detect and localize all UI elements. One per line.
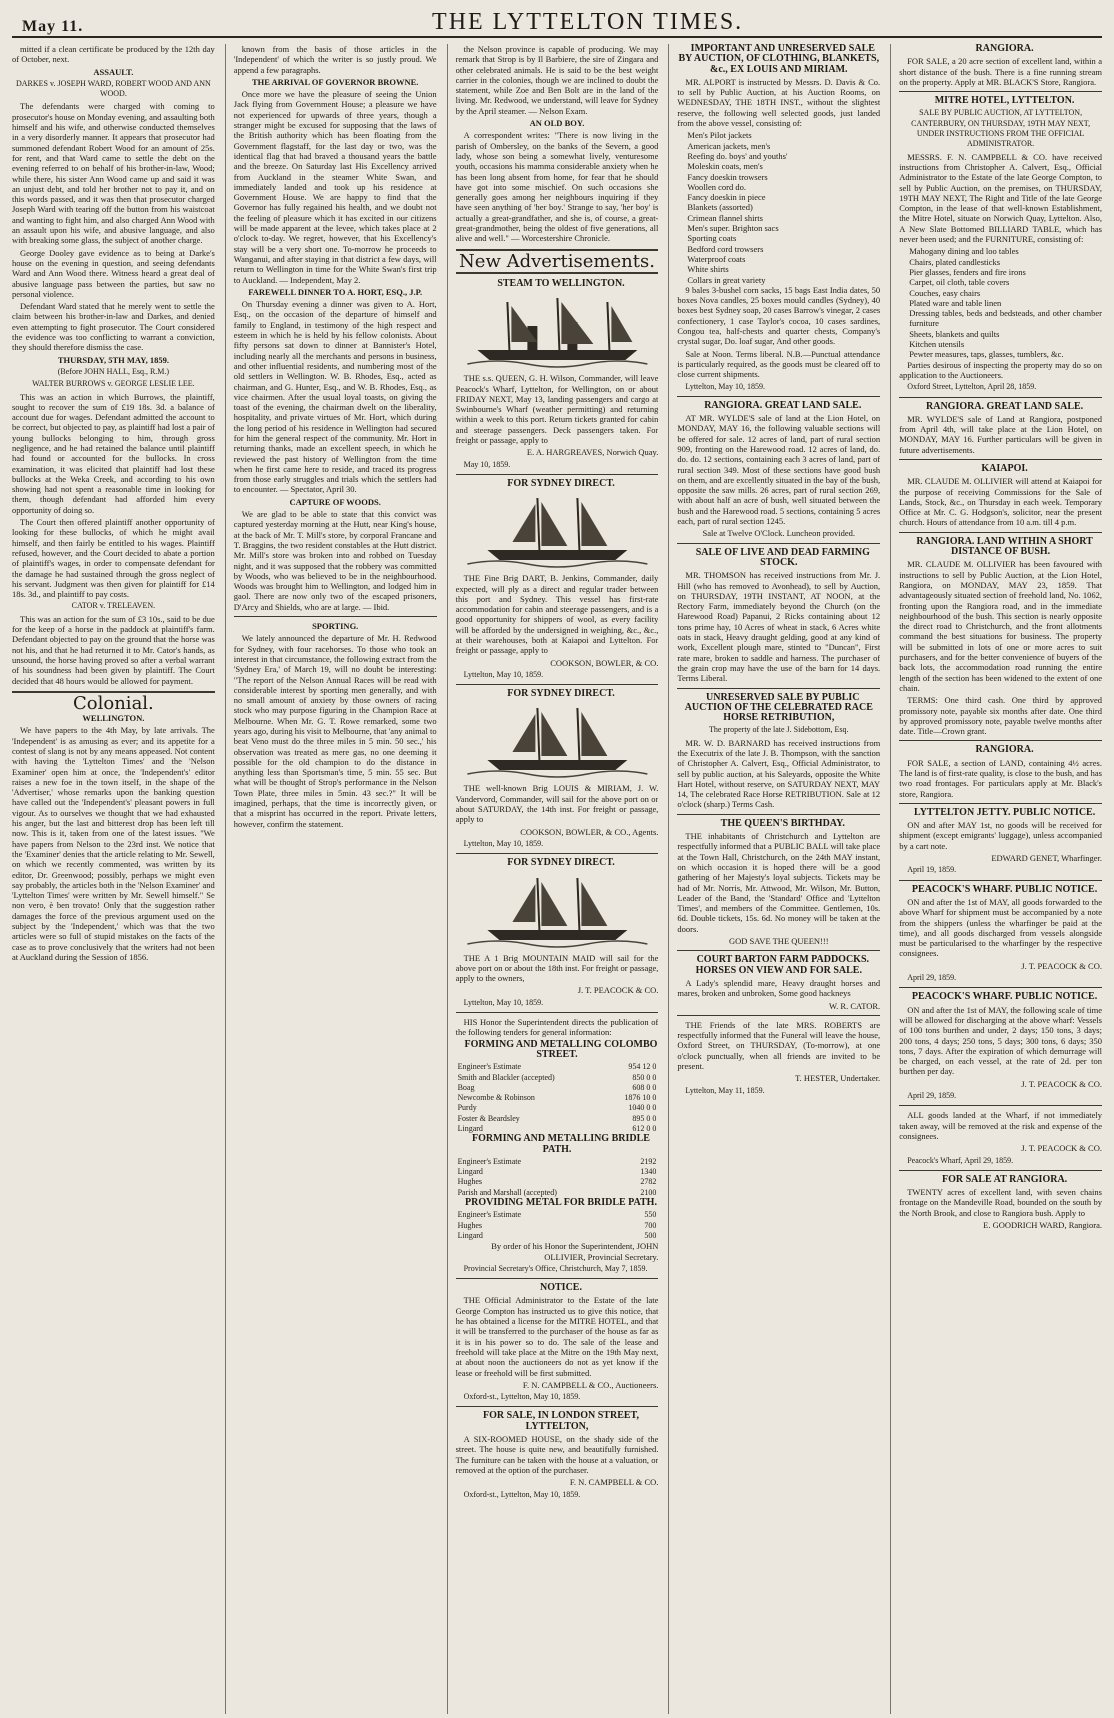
section-heading-new-advertisements: New Advertisements. <box>459 250 655 272</box>
paragraph: the Nelson province is capable of producing. We may remark that Strop is by Il Barbiere, the sire of Zingara and other celebrated animals. He is said to be the best weight carrier in the colonies, though we are inclined to doubt the statement, while Zoe and Ben Bolt are in the land of the living. Mr. Redwood, we understand, will leave for Sydney by the April steamer. — Nelson Exam. <box>455 44 659 116</box>
brig-illustration <box>456 492 659 570</box>
ad-signature: J. T. PEACOCK & CO. <box>1021 1143 1102 1154</box>
divider <box>456 684 659 685</box>
list-item: Fancy doeskin in piece <box>687 192 766 203</box>
list-item: Sporting coats <box>687 233 737 244</box>
tender-title: PROVIDING METAL FOR BRIDLE PATH. <box>465 1197 657 1209</box>
paragraph: THE s.s. QUEEN, G. H. Wilson, Commander, will leave Peacock's Wharf, Lyttelton, for Wellington, on or about FRIDAY NEXT, May 13, landing passengers and cargo at Swinbourne's Wharf (weather permitting) and returning within a week to this port. Return tickets granted for cabin and steerage passengers. Deck passengers taken. For freight or passage, apply to <box>455 373 659 446</box>
tender-row <box>456 1221 659 1231</box>
list-item: Plated ware and table linen <box>909 297 1002 308</box>
list-item: Bedford cord trowsers <box>687 243 764 254</box>
case-title: DARKES v. JOSEPH WARD, ROBERT WOOD AND ANN WOOD. <box>15 78 211 99</box>
tender-cell: Engineer's Estimate <box>457 1210 522 1220</box>
section-heading: SPORTING. <box>312 621 359 632</box>
ad-title: MITRE HOTEL, LYTTELTON. <box>934 95 1075 107</box>
tender-cell: 500 <box>644 1230 657 1240</box>
tender-cell: 1040 0 0 <box>628 1103 657 1113</box>
paragraph: THE Fine Brig DART, B. Jenkins, Commander, daily expected, will ply as a direct and regular trader between this port and Sydney. This vessel has first-rate accommodation for cabin and steerage passengers, and is a good opportunity for shippers of wool, as every facility will be afforded by the undersigned in weighing, &c., &c., at their warehouses, both at Kaiapoi and Lyttelton. For freight or passage, apply to <box>455 573 659 656</box>
paragraph: THE A 1 Brig MOUNTAIN MAID will sail for the above port on or about the 18th inst. For freight or passage, apply to the owners, <box>455 952 659 984</box>
list-item: Woollen cord do. <box>687 181 746 192</box>
ad-title: PEACOCK'S WHARF. PUBLIC NOTICE. <box>911 991 1098 1003</box>
paragraph: Once more we have the pleasure of seeing the Union Jack flying from Government House; a pleasure we have not experienced for upwards of three years, though a stranger might be excused for supposing that the laws of the British authority which has been floating from the Government flagstaff, for the last day or two, was the identical flag that had braved a thousand years the battle and the breeze. On Saturday last His Excellency arrived from Auckland in the steamer White Swan, and immediately landed and took up his residence at Government House. We are happy to find that the Governor has fully regained his health, and we doubt not the feeling of pleasure which it has excited in our citizens will be made apparent at the levee, which takes place at 2 o'clock to-day. We regret, however, that his Excellency's stay will be a very short one. To-morrow he proceeds to Wanganui, and after staying in that district a few days, will return to Wellington in time for the White Swan's first trip to Auckland. — Independent, May 2. <box>233 89 437 285</box>
list-item: Men's Pilot jackets <box>687 130 752 141</box>
divider <box>677 688 880 689</box>
paragraph: A Lady's splendid mare, Heavy draught horses and mares, broken and unbroken, Some good hackneys <box>677 977 881 999</box>
ad-title: STEAM TO WELLINGTON. <box>497 277 625 289</box>
ad-title: FOR SALE AT RANGIORA. <box>941 1173 1068 1185</box>
paragraph: A correspondent writes: "There is now living in the parish of Ombersley, on the banks of the Severn, a good lady, whose son being a somewhat lively, venturesome youth, occasions his mamma considerable anxiety when he has been long absent from home, for fear that he should have got into some mischief. On such occasions she generally goes among her neighbours inquiring if they have seen anything of 'her boy.' Strange to say, 'her boy' is actually a great-grandfather, and she is, of course, a great-great-grandmother, being the oldest of five generations, all alive and well." — Worcestershire Chronicle. <box>455 130 659 244</box>
list-item: Dressing tables, beds and bedsteads, and other chamber furniture <box>909 308 1102 329</box>
divider <box>899 740 1102 741</box>
newspaper-title: THE LYTTELTON TIMES. <box>432 9 744 35</box>
paragraph: We have papers to the 4th May, by late arrivals. The 'Independent' is as amusing as ever; and its appetite for a contest of slang is not by any means appeased. Not content with having the 'Lyttelton Times' and the 'Nelson Examiner' open him at once, the 'Independent's' editor raises a new foe in the town itself, in the shape of the 'Advertiser,' whose remarks upon the banking question have called out the 'Independent's' pleasant powers in full vigour. As to ourselves we thought that we had exhausted his anger, but the last and bitterest drop has been left till now. This is it, taken from one of the latest issues. "We have papers from Nelson to the 23rd inst. We notice that the 'Examiner' denies that the article relating to Mr. Sewell, on which we recently commented, was written by its editor, Dr. Greenwood; possibly, perhaps we might even say probably, the articles both in the 'Nelson Examiner' and 'Lyttelton Times' were written by Mr. Sewell himself." Se non vero, è ben trovato! Only that the suggestion rather damages the force of the previous argument used on the subject by the 'Independent,' which was that the two articles were so full of stupid mistakes on the facts of the case as to prove conclusively that the writers had not been at Auckland during the Session of 1856. <box>12 725 215 962</box>
ad-date: Lyttelton, May 10, 1859. <box>463 669 544 679</box>
ad-signature: J. T. PEACOCK & CO. <box>577 985 659 996</box>
tender-row <box>456 1210 659 1220</box>
tender-title: FORMING AND METALLING BRIDLE PATH. <box>472 1133 650 1155</box>
tender-row <box>456 1177 659 1187</box>
tender-row <box>456 1073 659 1083</box>
section-heading: ASSAULT. <box>93 66 134 77</box>
paragraph: A SIX-ROOMED HOUSE, on the shady side of the street. The house is quite new, and beautifully furnished. The furniture can be taken with the house at a valuation, or removed at the option of the purchaser. <box>455 1434 659 1475</box>
ad-date: Lyttelton, May 10, 1859. <box>685 381 765 391</box>
paragraph: MR. CLAUDE M. OLLIVIER has been favoured with instructions to sell by Public Auction, at the Lion Hotel, Rangiora, on MONDAY, MAY 23, 1859. That advantageously situated section of freehold land, No. 1062, fronting upon the Rangiora road, and in the immediate neighbourhood of the bush. This section is nearly opposite the direct road to Christchurch, and the front allotments command the best situations for business. The property will be submitted in lots of one or more acres to suit purchasers, and for the better convenience of buyers of the back lots, the accommodation road running the entire length of the section has been widened to the extent of one chain. <box>899 559 1102 693</box>
paragraph: mitted if a clean certificate be produced by the 12th day of October, next. <box>12 44 215 65</box>
list-item: Collars in great variety <box>687 274 766 285</box>
tender-row <box>456 1093 659 1103</box>
divider <box>899 91 1102 92</box>
column-4 <box>668 44 880 1714</box>
paragraph: 9 bales 3-bushel corn sacks, 15 bags East India dates, 50 boxes Nova candles, 25 boxes mould candles (Sydney), 40 boxes best Sydney soap, 20 cases Barrow's vinegar, 2 cases confectionery, 1 case Taylor's cocoa, 10 cases sardines, Congou tea, half-chests and quarter chests, Company's crystal sugar, Do. loaf sugar, And other goods. <box>677 284 881 347</box>
paragraph: On Thursday evening a dinner was given to A. Hort, Esq., on the occasion of the departure of himself and family to England, in testimony of the high respect and esteem in which he is held by his fellow colonists. About fifty persons sat down to dinner at Bannister's Hotel, including nearly all the merchants and persons in business, and other influential residents, and numbering most of the old settlers in Wellington. W. B. Rhodes, Esq., acted as chairman, and G. Hunter, Esq., and W. B. Rhodes, Esq., as vice chairmen. After the usual loyal toasts, on giving the toast of the evening, the chairman dwelt on the liberality, hospitality, and private virtues of Mr. Hort, which during the long period of his residence in Wellington had secured for him the general respect of the community. Mr. Hort in returning thanks, made an excellent speech, in which he reviewed the past history of Wellington from the time when he first came here to reside, and traced its progress from those early struggles and trials which the settlers had to encounter. — Spectator, April 30. <box>233 299 437 495</box>
tender-cell: Boag <box>457 1082 475 1092</box>
list-item: Reefing do. boys' and youths' <box>687 150 788 161</box>
ad-signature: F. N. CAMPBELL & CO., Auctioneers. <box>522 1379 659 1390</box>
divider <box>677 396 880 397</box>
ad-title: RANGIORA. LAND WITHIN A SHORT DISTANCE OF BUSH. <box>916 535 1093 558</box>
divider <box>677 1015 880 1016</box>
tender-cell: Foster & Beardsley <box>457 1113 520 1123</box>
tender-cell: 850 0 0 <box>632 1072 657 1082</box>
paragraph: THE Official Administrator to the Estate of the late George Compton has instructed us to give this notice, that he has obtained a license for the MITRE HOTEL, and that it will be transferred to the purchaser of the house as far as it is in his power so to do. The sale of the lease and freehold will take place at the Mitre on the 19th May next, at about noon the auctioneers do not as yet know if the lease or freehold will be first submitted. <box>455 1295 659 1378</box>
divider <box>899 532 1102 533</box>
paragraph: TWENTY acres of excellent land, with seven chains frontage on the Mandeville Road, bounded on the south by the North Brook, and close to Rangiora bush. Apply to <box>899 1187 1102 1218</box>
section-heading: THE ARRIVAL OF GOVERNOR BROWNE. <box>251 76 419 87</box>
ad-signature: EDWARD GENET, Wharfinger. <box>991 853 1102 864</box>
tender-row <box>456 1083 659 1093</box>
divider <box>456 1012 659 1013</box>
ad-signature: T. HESTER, Undertaker. <box>795 1073 881 1084</box>
ad-title: FOR SALE, IN LONDON STREET, LYTTELTON, <box>483 1410 639 1432</box>
column-5 <box>890 44 1102 1714</box>
ad-date: Lyttelton, May 10, 1859. <box>463 997 544 1007</box>
paragraph: ON and after the 1st of MAY, all goods forwarded to the above Wharf for shipment must be accompanied by a note from the shippers (unless the wharfinger be paid at the time), and all goods discharged from vessels alongside must be particularised to the wharfinger by the respective consignees. <box>899 896 1102 959</box>
tender-row <box>456 1114 659 1124</box>
paragraph: MR. WYLDE'S sale of Land at Rangiora, postponed from April 4th, will take place at the Lion Hotel, on MONDAY, MAY 16. Further particulars will be given in future advertisements. <box>899 413 1102 455</box>
paragraph: Parties desirous of inspecting the property may do so on application to the Auctioneers. <box>899 359 1102 380</box>
ad-title: RANGIORA. <box>975 44 1034 54</box>
ad-title: RANGIORA. GREAT LAND SALE. <box>704 399 862 411</box>
column-1 <box>12 44 215 1714</box>
divider <box>899 1170 1102 1171</box>
list-item: Couches, easy chairs <box>909 287 981 298</box>
paragraph: This was an action for the sum of £3 10s., said to be due for the keep of a horse in the paddock at plaintiff's farm. Defendant objected to pay on the ground that the horse was not his, and that he had returned it to Mr. Cator's hands, as unsound, the horse having proved so after a verbal warrant of his soundness had been given by plaintiff. The Court decided that 48 hours would be allowed for payment. <box>12 613 215 686</box>
paragraph: ON and after the 1st of MAY, the following scale of time will be allowed for discharging at the above wharf: Vessels of 100 tons burthen and under, 2 days; 150 tons, 3 days; 200 tons, 4 days; 250 tons, 5 days; 300 tons, 6 days; 350 tons, 7 days. After the expiration of which demurrage will be charged, on each vessel, at the rate of 2d. per ton burthen per day. <box>899 1004 1102 1077</box>
ad-date: Peacock's Wharf, April 29, 1859. <box>907 1155 1014 1165</box>
tender-cell: 2782 <box>640 1177 657 1187</box>
ad-signature: E. GOODRICH WARD, Rangiora. <box>983 1219 1102 1230</box>
tender-cell: Hughes <box>457 1220 483 1230</box>
ad-subtitle: The property of the late J. Sidebottom, Esq. <box>709 725 849 735</box>
ad-title: FOR SYDNEY DIRECT. <box>507 477 615 489</box>
furniture-list <box>909 246 1102 359</box>
paragraph: MR. ALPORT is instructed by Messrs. D. Davis & Co. to sell by Public Auction, at his Auction Rooms, on WEDNESDAY, THE 18TH INST., without the slightest reserve, the following well selected goods, just landed from the above vessel, consisting of: <box>677 76 881 129</box>
tender-table-metal <box>456 1210 659 1241</box>
tender-row <box>456 1231 659 1241</box>
paragraph: MR. W. D. BARNARD has received instructions from the Executrix of the late J. B. Thompson, with the sanction of Christopher A. Calvert, Esq., Official Administrator, to sell by public auction, at his Saleyards, opposite the White Hart Hotel, without reserve, on SATURDAY NEXT, MAY 14, The celebrated Race Horse RETRIBUTION. Sale at 12 o'clock (sharp.) Terms Cash. <box>677 737 881 810</box>
ad-title: SALE OF LIVE AND DEAD FARMING STOCK. <box>695 546 870 568</box>
ad-title: IMPORTANT AND UNRESERVED SALE BY AUCTION, OF CLOTHING, BLANKETS, &c., EX LOUIS AND MIRIAM. <box>678 44 880 75</box>
ad-title: PEACOCK'S WHARF. PUBLIC NOTICE. <box>911 883 1098 895</box>
ad-signature: By order of his Honor the Superintendent, JOHN OLLIVIER, Provincial Secretary. <box>491 1241 659 1262</box>
columns <box>12 44 1102 1714</box>
list-item: Men's super. Brighton sacs <box>687 223 779 234</box>
list-item: Blankets (assorted) <box>687 202 753 213</box>
section-heading-colonial: Colonial. <box>73 692 154 714</box>
case-title: CATOR v. TRELEAVEN. <box>71 601 156 611</box>
list-item: American jackets, men's <box>687 140 771 151</box>
paragraph: FOR SALE, a 20 acre section of excellent land, within a short distance of the bush. There is a fine running stream on the property. Apply at MR. BLACK'S Store, Rangiora. <box>899 56 1102 87</box>
steamship-illustration <box>456 292 659 370</box>
tender-row <box>456 1167 659 1177</box>
ad-signature: E. A. HARGREAVES, Norwich Quay. <box>526 447 659 458</box>
goods-list <box>687 130 880 284</box>
paragraph: THE Friends of the late MRS. ROBERTS are respectfully informed that the Funeral will leave the house, Oxford Street, on THURSDAY, (To-morrow), at one o'clock punctually, when all friends are invited to be present. <box>677 1019 881 1072</box>
divider <box>899 803 1102 804</box>
ad-title: COURT BARTON FARM PADDOCKS. HORSES ON VIEW AND FOR SALE. <box>695 954 870 976</box>
paragraph: FOR SALE, a section of LAND, containing 4½ acres. The land is of first-rate quality, is close to the bush, and has two road frontages. For particulars apply at Mr. Black's store, Rangiora. <box>899 757 1102 799</box>
case-subtitle: (Before JOHN HALL, Esq., R.M.) <box>57 366 170 376</box>
list-item: Waterproof coats <box>687 253 746 264</box>
ad-date: Oxford-st., Lyttelton, May 10, 1859. <box>463 1489 581 1499</box>
paragraph: AT MR. WYLDE'S sale of land at the Lion Hotel, on MONDAY, MAY 16, the following valuable sections will be offered for sale. 12 acres of land, part of rural section 909, fronting on the Harewood road. 12 acres of land, do. do. do. 12 sections, containing each 3 acres of land, part of rural section 349. Most of these sections have good bush on them, and are excellently situated in the bay of the bush, opposite the saw mills. 26 acres, part of rural section 269, with about half an acre of bush, well situated between the bush and the Harewood road. 5 sections, containing 5 acres each, part of rural section 1245. <box>677 413 881 527</box>
sale-terms: Sale at Twelve O'Clock. Luncheon provided. <box>702 528 856 539</box>
divider <box>677 543 880 544</box>
paragraph: George Dooley gave evidence as to being at Darke's house on the evening in question, and seeing defendants Ward and Ann Wood there. Witness heard a great deal of abusive language pass between the parties, but saw no personal violence. <box>12 247 215 299</box>
ad-subtitle: SALE BY PUBLIC AUCTION, AT LYTTELTON, CANTERBURY, ON THURSDAY, 19TH MAY NEXT, UNDER INSTRUCTIONS FROM THE OFFICIAL ADMINISTRATOR. <box>911 108 1091 149</box>
paragraph: We lately announced the departure of Mr. H. Redwood for Sydney, with four racehorses. To those who took an interest in that circumstance, the following extract from the 'Sydney Era,' of March 19, will no doubt be interesting: "The report of the Nelson Annual Races will be read with considerable interest by sporting men generally, and with no small amount of anxiety by those owners of racing stock who may purpose figuring in the Champion Race at Melbourne. When Mr. G. T. Rowe remarked, some two years ago, during his visit to Melbourne, that 'any animal to beat Veno must do the three miles in 5 min. 50 sec.,' his observation was treated as mere gas, no one deeming it possible for the old champion to do the distance in anything less than Sportsman's time, 5 min. 55 sec. But what will be thought of Strop's performance in the Nelson Town Plate, three miles in 5min. 43 sec.?" It will be imagined, perhaps, that the time is incorrectly given, or that a misprint has occurred in the report. Private letters, however, confirm the statement. <box>233 633 437 829</box>
paragraph: We are glad to be able to state that this convict was captured yesterday morning at the Hutt, near King's house, at the back of Mr. T. Mill's store, by corporal Francane and T. Braggins, the two resident constables at the Hutt district. Mr. Mill's store was broken into and robbed on Tuesday night, and it was supposed that the robbery was committed by Woods, who was believed to be in the neighbourhood. Woods was brought him to Wellington, and lodged him in gaol. There are now only two of the escaped prisoners, D'Arcy and Shields, who are at large. — Ibid. <box>233 509 437 612</box>
ad-title: UNRESERVED SALE BY PUBLIC AUCTION OF THE CELEBRATED RACE HORSE RETRIBUTION, <box>684 691 873 724</box>
section-heading: CAPTURE OF WOODS. <box>289 496 381 507</box>
ad-signature: W. R. CATOR. <box>828 1000 881 1011</box>
section-heading: THURSDAY, 5TH MAY, 1859. <box>57 354 169 365</box>
paragraph: TERMS: One third cash. One third by approved promissory note, payable six months after date. One third by approved promissory note, payable twelve months after date. Title—Crown grant. <box>899 695 1102 737</box>
brig-illustration <box>456 872 659 950</box>
place-heading: WELLINGTON. <box>82 713 145 724</box>
ad-date: April 19, 1859. <box>907 865 957 875</box>
tender-row <box>456 1103 659 1113</box>
tender-row <box>456 1062 659 1072</box>
paragraph: Defendant Ward stated that he merely went to settle the claim between his brother-in-law and Darkes, and denied even attempting to fight prosecutor. The Court considered the evidence was too conflicting to warrant a conviction, they should therefore dismiss the case. <box>12 301 215 353</box>
ad-title: RANGIORA. GREAT LAND SALE. <box>926 400 1084 412</box>
tender-cell: 954 12 0 <box>628 1062 657 1072</box>
paragraph: The Court then offered plaintiff another opportunity of looking for these bullocks, of which he might avail himself, and then fairly be entitled to his wages. Plaintiff refused, however, and the Court decided to abate a portion of plaintiff's wages, in order to compensate defendant for the damage he had sustained through the gross neglect of his servant. Judgment was then given for plaintiff for £14 18s. 3d., and plaintiff to pay costs. <box>12 517 215 600</box>
tender-cell: 1340 <box>640 1167 657 1177</box>
ad-signature: COOKSON, BOWLER, & CO., Agents. <box>520 826 659 837</box>
divider <box>456 853 659 854</box>
divider <box>899 459 1102 460</box>
divider <box>677 950 880 951</box>
tender-cell: 2192 <box>640 1156 657 1166</box>
tender-table-colombo <box>456 1062 659 1134</box>
column-2 <box>225 44 437 1714</box>
issue-date: May 11. <box>22 18 84 35</box>
ad-signature: F. N. CAMPBELL & CO. <box>569 1477 659 1488</box>
tender-cell: Parish and Marshall (accepted) <box>457 1187 557 1197</box>
ad-date: Oxford-st., Lyttelton, May 10, 1859. <box>463 1392 581 1402</box>
paragraph: THE inhabitants of Christchurch and Lyttelton are respectfully informed that a PUBLIC BALL will take place at the Town Hall, Christchurch, on the 24th MAY instant, on which occasion it is hoped there will be a good gathering of her Majesty's loyal subjects. Tickets may be had of Mr. Norris, Mr. Attwood, Mr. Wilson, Mr. Button, Leader of the Band, the 'Standard' Office and 'Lyttelton Times', and members of the Committee. Gentlemen, 10s. 6d. Double tickets, 15s. 6d. No money will be taken at the doors. <box>677 831 881 934</box>
colonial-section <box>12 692 215 962</box>
tender-cell: Smith and Blackler (accepted) <box>457 1072 555 1082</box>
divider <box>677 814 880 815</box>
ad-date: Oxford Street, Lyttelton, April 28, 1859. <box>907 382 1037 392</box>
tender-cell: Lingard <box>457 1230 483 1240</box>
divider <box>899 987 1102 988</box>
tender-cell: Hughes <box>457 1177 483 1187</box>
ad-date: May 10, 1859. <box>463 459 511 469</box>
tender-cell: 2100 <box>640 1187 657 1197</box>
ad-title: FOR SYDNEY DIRECT. <box>507 688 615 700</box>
case-title: WALTER BURROWS v. GEORGE LESLIE LEE. <box>32 379 195 389</box>
tender-table-bridle-path <box>456 1157 659 1198</box>
tender-cell: Lingard <box>457 1124 483 1133</box>
masthead <box>12 8 1102 38</box>
divider <box>456 272 659 274</box>
divider <box>899 880 1102 881</box>
list-item: Pewter measures, taps, glasses, tumblers, &c. <box>909 349 1064 360</box>
list-item: Pier glasses, fenders and fire irons <box>909 266 1026 277</box>
paragraph: ALL goods landed at the Wharf, if not immediately taken away, will be removed at the risk and expense of the consignees. <box>899 1110 1102 1141</box>
section-heading: AN OLD BOY. <box>529 118 585 129</box>
paragraph: The defendants were charged with coming to prosecutor's house on Monday evening, and assaulting both himself and his wife, and otherwise conducted themselves in a very disorderly manner. It appears that prosecutor had summoned defendant Robert Wood for an amount of 25s. for rent, and that Ward came to settle the debt on the evening referred to on behalf of his brother-in-law, Wood; while there, his sister Ann Wood came up and said it was an unjust debt, and told her brother not to pay it, and on this words passed, and it was then that prosecutor charged Joseph Ward with tearing off the button from his waistcoat and wanting to fight him, and also charged Ann Wood with an assault upon his wife, and abusive language, and also with breaking some glass, the subject of another charge. <box>12 101 215 246</box>
ad-date: Provincial Secretary's Office, Christchurch, May 7, 1859. <box>463 1263 648 1273</box>
ad-title: KAIAPOI. <box>981 462 1028 474</box>
list-item: Moleskin coats, men's <box>687 161 763 172</box>
paragraph: MR. THOMSON has received instructions from Mr. J. Hill (who has removed to Avonhead), to sell by Auction, on THURSDAY, 19TH INSTANT, AT NOON, at the Rectory Farm, immediately beyond the Church (on the Harewood Road) Papanui, 2 Ricks containing about 12 tons prime hay, 10 Acres of wheat in stack, 6 Acres white oats in stack, Heavy draught gelding, good at any kind of work, Excellent plough mare, stinted to "Duncan", First rate mare, broken to saddle and harness. The purchaser of the grain crop may have the use of the barn for 14 days. Terms Liberal. <box>677 570 881 684</box>
list-item: Carpet, oil cloth, table covers <box>909 277 1010 288</box>
section-heading: FAREWELL DINNER TO A. HORT, ESQ., J.P. <box>248 286 423 297</box>
paragraph: Sale at Noon. Terms liberal. N.B.—Punctual attendance is particularly required, as the goods must be cleared off to close current shipments. <box>677 348 881 380</box>
paragraph: MR. CLAUDE M. OLLIVIER will attend at Kaiapoi for the purpose of receiving Commissions for the Sale of Lands, Stock, &c., on Thursday in each week. Temporary Office at Mr. C. G. Hodgson's, solicitor, near the present church. Hours of attendance from 10 a.m. till 4 p.m. <box>899 476 1102 528</box>
list-item: Chairs, plated candlesticks <box>909 256 1001 267</box>
paragraph: THE well-known Brig LOUIS & MIRIAM, J. W. Vandervord, Commander, will sail for the above port on or about SATURDAY, the 14th inst. For freight or passage, apply to <box>455 783 659 825</box>
divider <box>899 1105 1102 1106</box>
list-item: Mahogany dining and loo tables <box>909 246 1019 257</box>
divider <box>899 397 1102 398</box>
ad-title: RANGIORA. <box>975 744 1034 756</box>
ad-footer: GOD SAVE THE QUEEN!!! <box>729 936 829 947</box>
ad-date: Lyttelton, May 10, 1859. <box>463 838 544 848</box>
ad-title: NOTICE. <box>540 1282 582 1294</box>
paragraph: MESSRS. F. N. CAMPBELL & CO. have received instructions from Christopher A. Calvert, Esq., Official Administrator to the Estate of the late George Compton, to sell by Public Auction, on the premises, on THURSDAY, 19TH MAY NEXT, The Right and Title of the late George Compton, in the lease of that well-known Establishment, the Mitre Hotel, situate on Norwich Quay, Lyttelton. Also, A New Slate Bottomed BILLIARD TABLE, which has never been used; and the FURNITURE, consisting of: <box>899 151 1102 245</box>
list-item: Sheets, blankets and quilts <box>909 328 1000 339</box>
list-item: Crimean flannel shirts <box>687 212 763 223</box>
tender-cell: Lingard <box>457 1167 483 1177</box>
paragraph: This was an action in which Burrows, the plaintiff, sought to recover the sum of £19 18s. 3d. a balance of account due for wages. Defendant admitted the account to be correct, but objected to pay, as plaintiff had lost a pair of young bullocks belonging to him, through gross negligence, and he had retained the balance until plaintiff had found or accounted for the bullocks. In cross examination, it was elicited that plaintiff had lost these bullocks at the Weka Creek, and according to his own showing had not spent a reasonable time in looking for them, though defendant had afforded him every opportunity of doing so. <box>12 391 215 515</box>
divider <box>234 616 437 617</box>
tender-cell: Purdy <box>457 1103 477 1113</box>
tender-cell: Engineer's Estimate <box>457 1062 522 1072</box>
paragraph: HIS Honor the Superintendent directs the publication of the following tenders for general information: <box>455 1017 659 1038</box>
column-3 <box>447 44 659 1714</box>
tender-row <box>456 1157 659 1167</box>
paragraph: ON and after MAY 1st, no goods will be received for shipment (except emigrants' luggage), unless accompanied by a cart note. <box>899 820 1102 851</box>
ad-title: LYTTELTON JETTY. PUBLIC NOTICE. <box>913 806 1096 818</box>
divider <box>456 1278 659 1279</box>
tender-cell: 612 0 0 <box>632 1124 657 1133</box>
tender-cell: 1876 10 0 <box>624 1093 657 1103</box>
ad-date: April 29, 1859. <box>907 1091 957 1101</box>
brig-illustration <box>456 702 659 780</box>
tender-cell: Newcombe & Robinson <box>457 1093 535 1103</box>
list-item: Kitchen utensils <box>909 339 965 350</box>
ad-date: Lyttelton, May 11, 1859. <box>685 1085 765 1095</box>
ad-date: April 29, 1859. <box>907 973 957 983</box>
divider <box>456 1406 659 1407</box>
tender-cell: Engineer's Estimate <box>457 1156 522 1166</box>
paragraph: known from the basis of those articles in the 'Independent' of which the writer is so justly proud. We append a few paragraphs. <box>233 44 437 75</box>
ad-signature: COOKSON, BOWLER, & CO. <box>550 657 659 668</box>
tender-cell: 608 0 0 <box>632 1082 657 1092</box>
divider <box>456 474 659 475</box>
tender-cell: 895 0 0 <box>632 1113 657 1123</box>
tender-title: FORMING AND METALLING COLOMBO STREET. <box>464 1038 658 1060</box>
tender-cell: 700 <box>644 1220 657 1230</box>
ad-title: THE QUEEN'S BIRTHDAY. <box>720 817 845 829</box>
list-item: Fancy doeskin trowsers <box>687 171 768 182</box>
ad-title: FOR SYDNEY DIRECT. <box>507 857 615 869</box>
tender-cell: 550 <box>644 1210 657 1220</box>
ad-signature: J. T. PEACOCK & CO. <box>1021 1078 1102 1089</box>
ad-signature: J. T. PEACOCK & CO. <box>1021 960 1102 971</box>
list-item: White shirts <box>687 264 729 275</box>
